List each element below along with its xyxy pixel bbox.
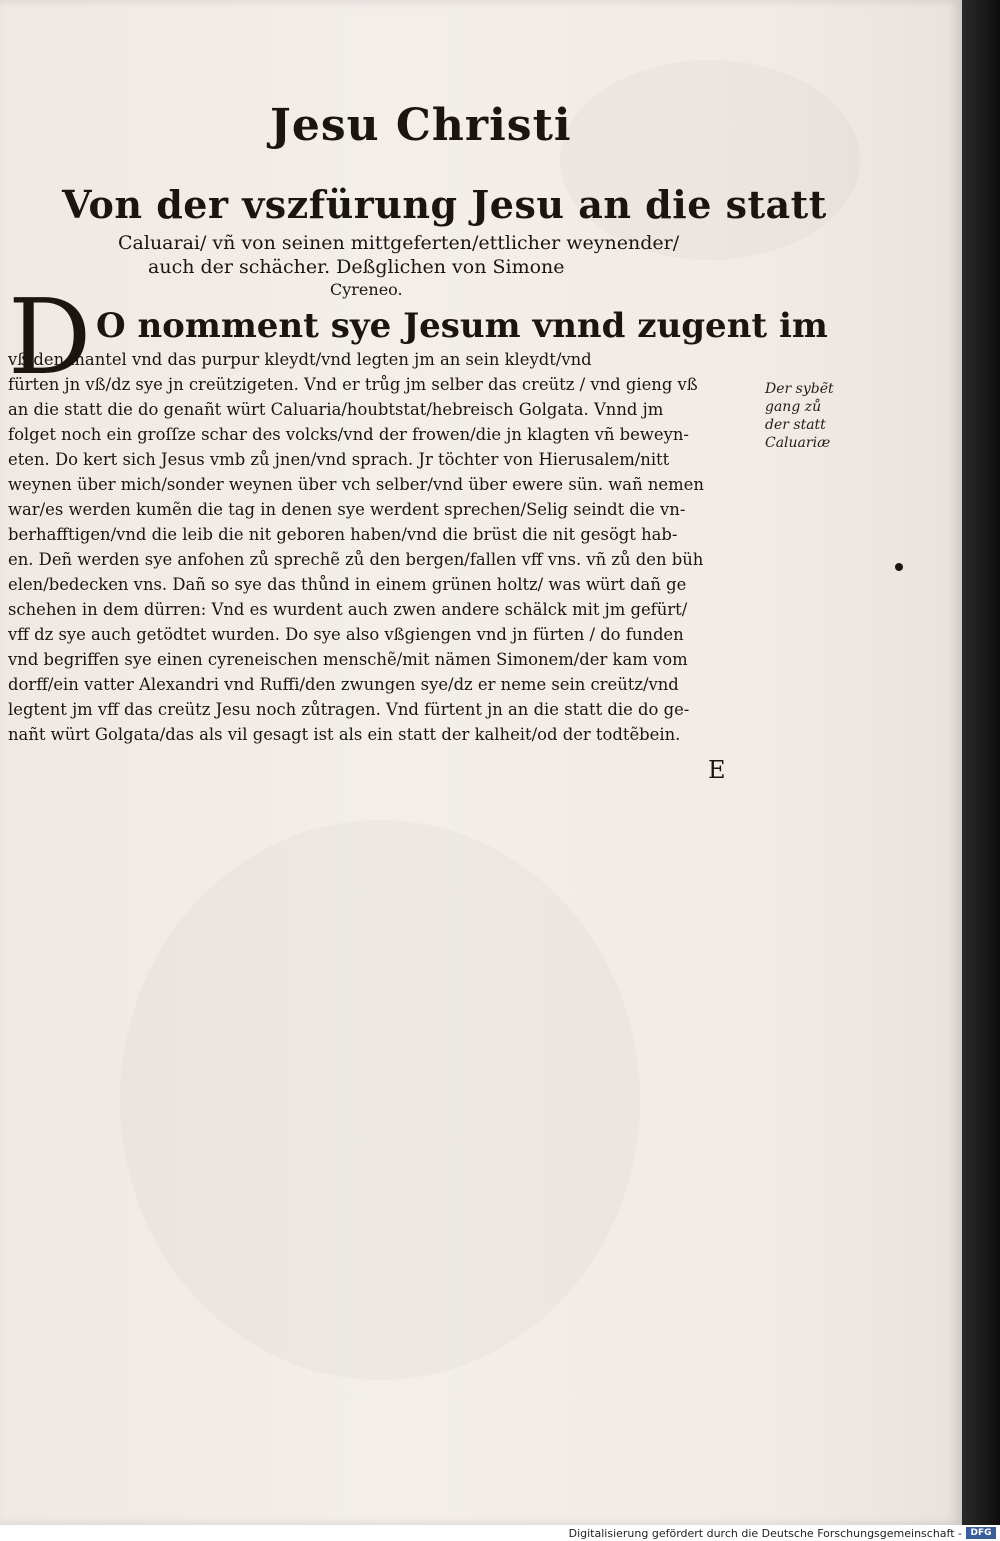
dfg-logo-icon: DFG (966, 1527, 996, 1539)
marginal-note-line: gang zů (765, 399, 822, 415)
body-line: schehen in dem dürren: Vnd es wurdent auch zwen andere schälck mit jm gefürt/ (8, 600, 688, 619)
body-line: folget noch ein groſſze schar des volcks/vnd der frowen/die jn klagten vñ beweyn- (8, 425, 689, 444)
drop-initial: D (8, 276, 92, 398)
body-line: vß den mantel vnd das purpur kleydt/vnd legten jm an sein kleydt/vnd (8, 350, 592, 369)
paper-stain (560, 60, 860, 260)
body-line: nañt würt Golgata/das als vil gesagt ist als ein statt der kalheit/od der todtẽbein. (8, 725, 681, 744)
body-line: vff dz sye auch getödtet wurden. Do sye also vßgiengen vnd jn fürten / do funden (8, 625, 684, 644)
body-line: fürten jn vß/dz sye jn creützigeten. Vnd er trůg jm selber das creütz / vnd gieng vß (8, 375, 698, 394)
body-line: elen/bedecken vns. Dañ so sye das thůnd in einem grünen holtz/ was würt dañ ge (8, 575, 687, 594)
subheading-line: Caluarai/ vñ von seinen mittgeferten/ettlicher weynender/ (118, 232, 680, 254)
marginal-note (765, 380, 845, 452)
subheading-line: Cyreneo. (330, 280, 403, 299)
marginal-note-line: Caluariæ (765, 435, 831, 451)
body-line: eten. Do kert sich Jesus vmb zů jnen/vnd sprach. Jr töchter von Hierusalem/nitt (8, 450, 670, 469)
chapter-heading: Von der vszfürung Jesu an die statt (62, 182, 827, 227)
subheading-line: auch der schächer. Deßglichen von Simone (148, 256, 565, 278)
body-line: war/es werden kumẽn die tag in denen sye werdent sprechen/Selig seindt die vn- (8, 500, 686, 519)
marginal-note-line: der statt (765, 417, 826, 433)
body-line: legtent jm vff das creütz Jesu noch zůtragen. Vnd fürtent jn an die statt die do ge- (8, 700, 690, 719)
marginal-note-line: Der sybẽt (765, 381, 834, 397)
catchword: E (708, 756, 726, 784)
body-line: weynen über mich/sonder weynen über vch selber/vnd über ewere sün. wañ nemen (8, 475, 704, 494)
body-line: vnd begriffen sye einen cyreneischen menschẽ/mit nämen Simonem/der kam vom (8, 650, 688, 669)
ink-dot (895, 563, 903, 571)
opening-line: O nomment sye Jesum vnnd zugent im (96, 306, 828, 346)
funding-credit: Digitalisierung gefördert durch die Deutsche Forschungsgemeinschaft - (568, 1527, 962, 1540)
body-line: berhafftigen/vnd die leib die nit geboren haben/vnd die brüst die nit gesögt hab- (8, 525, 678, 544)
paper-stain (120, 820, 640, 1380)
page-edge-shadow (962, 0, 1000, 1525)
body-line: en. Deñ werden sye anfohen zů sprechẽ zů den bergen/fallen vff vns. vñ zů den büh (8, 550, 704, 569)
running-head: Jesu Christi (270, 100, 572, 151)
body-line: dorff/ein vatter Alexandri vnd Ruffi/den zwungen sye/dz er neme sein creütz/vnd (8, 675, 679, 694)
body-line: an die statt die do genañt würt Caluaria/houbtstat/hebreisch Golgata. Vnnd jm (8, 400, 664, 419)
